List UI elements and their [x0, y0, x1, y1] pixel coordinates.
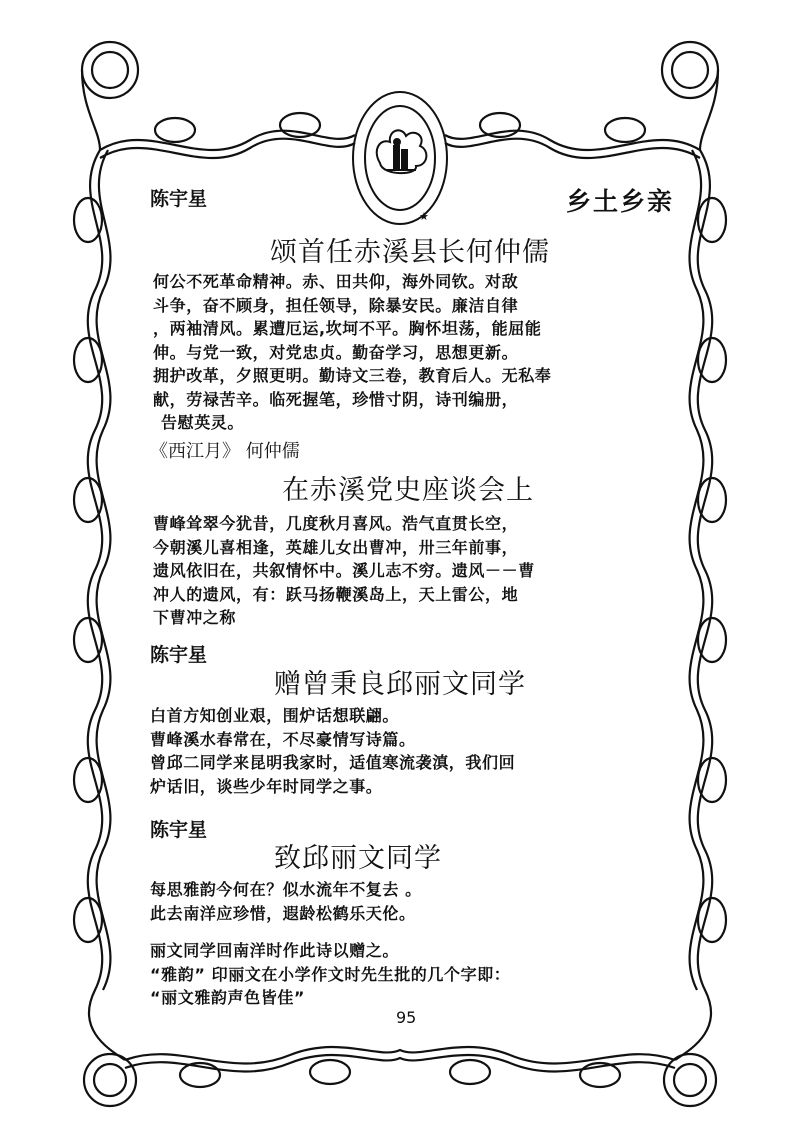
emblem-star: ★ — [419, 210, 429, 223]
section-3-body — [150, 704, 515, 798]
page-number: 95 — [396, 1008, 417, 1027]
section-4-title: 致邱丽文同学 — [274, 843, 442, 874]
text-line: 献，劳禄苦辛。临死握笔，珍惜寸阴，诗刊编册， — [153, 389, 519, 409]
section-4-author: 陈宇星 — [150, 819, 208, 841]
text-line: 今朝溪儿喜相逢，英雄儿女出曹冲，卅三年前事， — [153, 537, 519, 557]
text-line: 伸。与党一致，对党忠贞。勤奋学习，思想更新。 — [153, 342, 519, 362]
text-line: 拥护改革，夕照更明。勤诗文三卷，教育后人。无私奉 — [153, 366, 552, 385]
section-2-title: 在赤溪党史座谈会上 — [282, 475, 534, 506]
blank-line — [150, 925, 510, 939]
text-line: 曹峰耸翠今犹昔，几度秋月喜风。浩气直贯长空， — [153, 514, 519, 533]
text-line: 炉话旧，谈些少年时同学之事。 — [150, 776, 383, 796]
text-line: 遗风依旧在，共叙情怀中。溪儿志不穷。遗风－－曹 — [153, 561, 535, 580]
text-line: 丽文同学回南洋时作此诗以赠之。 — [150, 941, 400, 960]
text-line: ，两袖清风。累遭厄运,坎坷不平。胸怀坦荡，能屈能 — [153, 319, 542, 338]
text-line: 每思雅韵今何在？似水流年不复去 。 — [150, 880, 422, 899]
text-line: 何公不死革命精神。赤、田共仰，海外同钦。对敌 — [153, 272, 519, 291]
section-1-title: 颂首任赤溪县长何仲儒 — [270, 237, 550, 268]
text-line: 曾邱二同学来昆明我家时，适值寒流袭滇，我们回 — [150, 753, 516, 772]
header-category: 乡土乡亲 — [566, 187, 675, 216]
text-line: “丽文雅韵声色皆佳” — [150, 988, 306, 1007]
header-author: 陈宇星 — [150, 188, 208, 210]
text-line: 此去南洋应珍惜，遐龄松鹤乐天伦。 — [150, 903, 416, 923]
section-1-body — [153, 270, 551, 435]
text-line: 斗争，奋不顾身，担任领导，除暴安民。廉洁自律 — [153, 295, 519, 315]
section-3-title: 赠曾秉良邱丽文同学 — [274, 669, 526, 700]
text-line: 冲人的遗风，有：跃马扬鞭溪岛上，天上雷公，地 — [153, 584, 519, 604]
section-3-author: 陈宇星 — [150, 644, 208, 666]
association-emblem — [350, 88, 450, 228]
text-line: 曹峰溪水春常在，不尽豪情写诗篇。 — [150, 729, 416, 749]
section-2-body — [153, 512, 535, 630]
text-line: 告慰英灵。 — [161, 413, 245, 432]
section-4-body — [150, 878, 510, 1010]
text-line: “雅韵” 印丽文在小学作文时先生批的几个字即： — [150, 964, 511, 984]
text-line: 白首方知创业艰，围炉话想联翩。 — [150, 706, 400, 725]
text-line: 下曹冲之称 — [153, 608, 237, 627]
section-2-author: 《西江月》 何仲儒 — [150, 441, 300, 462]
